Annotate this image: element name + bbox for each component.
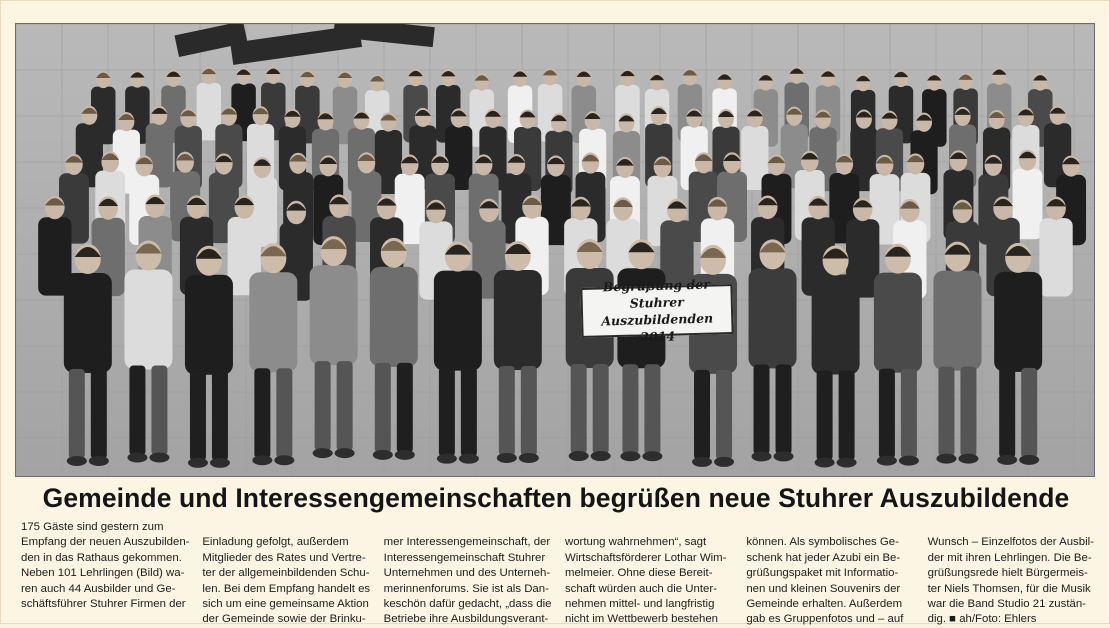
person-leg <box>644 364 660 454</box>
person-shoe <box>127 452 147 462</box>
person-body <box>994 272 1042 372</box>
person-shoe <box>519 453 539 463</box>
article-column-2 <box>202 520 371 626</box>
person-shoe <box>89 456 109 466</box>
welcome-sign-line-2: Auszubildenden 2014 <box>601 310 714 345</box>
person-shoe <box>274 455 294 465</box>
person-leg <box>439 367 455 457</box>
person-body <box>249 272 297 372</box>
person-body <box>64 273 112 373</box>
person-leg <box>999 368 1015 458</box>
person-shoe <box>313 448 333 458</box>
article-column-5 <box>746 520 915 626</box>
person-shoe <box>149 452 169 462</box>
person-leg <box>938 367 954 457</box>
person-leg <box>593 364 609 454</box>
person-leg <box>776 364 792 454</box>
person-shoe <box>1019 455 1039 465</box>
person-leg <box>960 367 976 457</box>
person-leg <box>212 371 228 461</box>
person-shoe <box>591 451 611 461</box>
person-leg <box>337 361 353 451</box>
person-shoe <box>714 457 734 467</box>
group-photo-drawing <box>16 24 1094 476</box>
person-leg <box>1021 368 1037 458</box>
person-leg <box>622 364 638 454</box>
person-body <box>749 268 797 368</box>
person-leg <box>397 363 413 453</box>
person-shoe <box>936 454 956 464</box>
person-body <box>812 274 860 374</box>
person-body <box>933 271 981 371</box>
person-body <box>124 269 172 369</box>
person-body <box>185 275 233 375</box>
person-body <box>494 270 542 370</box>
person-shoe <box>67 456 87 466</box>
person-leg <box>716 370 732 460</box>
person-shoe <box>459 454 479 464</box>
person-leg <box>315 361 331 451</box>
person-shoe <box>774 451 794 461</box>
person-shoe <box>815 457 835 467</box>
article-column-text: mer Interessengemeinschaft, der Interessengemeinschaft Stuhrer Unternehmen und des Unterneh- merinnenforums. Sie ist als Dan- keschön dafür gedacht, „dass die Betriebe ihre Ausbildungsverant- <box>383 536 552 626</box>
person-leg <box>190 371 206 461</box>
person-body <box>1039 218 1072 296</box>
person-leg <box>375 363 391 453</box>
person-leg <box>91 369 107 459</box>
person-body <box>370 267 418 367</box>
person-leg <box>521 366 537 456</box>
person-leg <box>901 369 917 459</box>
person-leg <box>461 367 477 457</box>
person-leg <box>754 364 770 454</box>
person-shoe <box>437 454 457 464</box>
person-shoe <box>997 455 1017 465</box>
article-column-4 <box>564 520 734 626</box>
article-column-3 <box>383 520 553 626</box>
person-shoe <box>692 457 712 467</box>
article-column-text: können. Als symbolisches Ge- schenk hat jeder Azubi ein Be- grüßungspaket mit Informatio- nen und kleinen Souvenirs der Gemeinde erhalten. Außerdem gab es Gruppenfotos und – auf <box>746 536 904 626</box>
person-shoe <box>877 456 897 466</box>
welcome-sign-line-1: Begrüßung der Stuhrer <box>602 276 710 311</box>
person-shoe <box>373 450 393 460</box>
article-column-text: Einladung gefolgt, außerdem Mitglieder des Rates und Vertre- ter der allgemeinbildenden Schu- len. Bei dem Empfang handelt es sich um eine gemeinsame Aktion der Gemeinde sowie der Brinku- <box>202 536 371 626</box>
person-shoe <box>752 451 772 461</box>
person-shoe <box>335 448 355 458</box>
person-body <box>310 265 358 365</box>
person-leg <box>254 368 270 458</box>
group-photo <box>15 23 1095 477</box>
person-shoe <box>642 451 662 461</box>
article-column-text: Wunsch – Einzelfotos der Ausbil- der mit ihren Lehrlingen. Die Be- grüßungsrede hielt Bürgermeis- ter Niels Thomsen, für die Musik war die Band Studio 21 zustän- dig. ■ ah/Foto: Ehlers <box>927 536 1094 626</box>
article-column-text: wortung wahrnehmen“, sagt Wirtschaftsförderer Lothar Wim- melmeier. Ohne diese Bereit- schaft würden auch die Unter- nehmen mittel- und langfristig nicht im Wettbewerb bestehen <box>564 536 727 626</box>
person-leg <box>694 370 710 460</box>
person-body <box>434 271 482 371</box>
person-leg <box>69 369 85 459</box>
person-shoe <box>210 458 230 468</box>
person-shoe <box>837 457 857 467</box>
person-leg <box>151 365 167 455</box>
person-leg <box>817 370 833 460</box>
person-shoe <box>958 454 978 464</box>
welcome-sign <box>580 276 733 345</box>
person-shoe <box>497 453 517 463</box>
person-leg <box>499 366 515 456</box>
person-shoe <box>188 458 208 468</box>
person-shoe <box>899 456 919 466</box>
person-shoe <box>620 451 640 461</box>
person-leg <box>839 370 855 460</box>
person-leg <box>879 369 895 459</box>
article-column-1 <box>21 520 190 620</box>
article-column-text: 175 Gäste sind gestern zum Empfang der neuen Auszubilden- den in das Rathaus gekommen. Neben 101 Lehrlingen (Bild) wa- ren auch 44 Ausbilder und Ge- schäftsführer Stuhrer Firmen der <box>21 521 190 611</box>
person-body <box>874 273 922 373</box>
person-leg <box>276 368 292 458</box>
article-body <box>21 520 1097 626</box>
person-leg <box>571 364 587 454</box>
person-leg <box>129 365 145 455</box>
person-shoe <box>569 451 589 461</box>
person-shoe <box>252 455 272 465</box>
person-shoe <box>395 450 415 460</box>
article-column-6 <box>927 520 1097 626</box>
article-headline: Gemeinde und Interessengemeinschaften begrüßen neue Stuhrer Auszubildende <box>42 483 1070 513</box>
